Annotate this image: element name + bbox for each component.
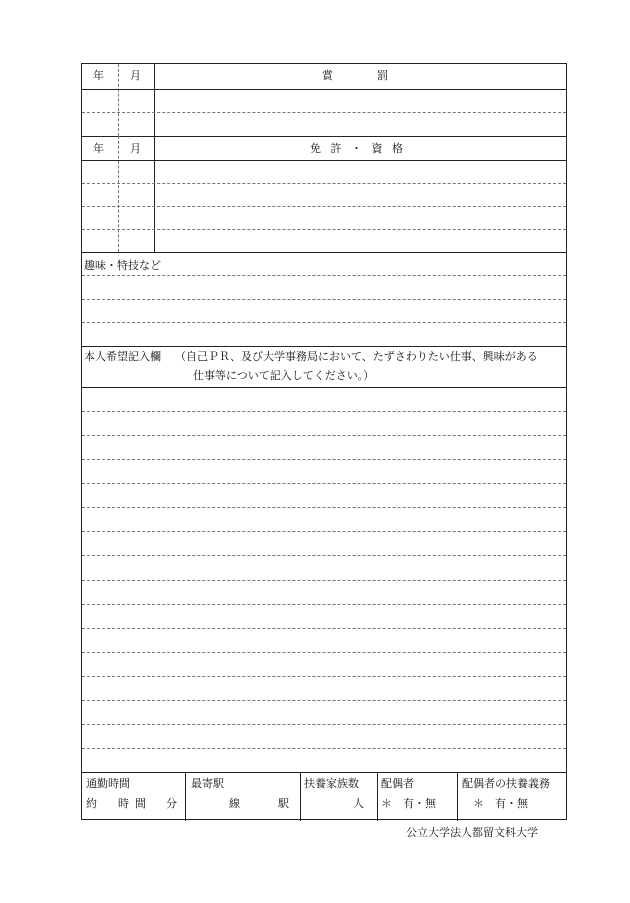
licenses-title: 免 許 ・ 資 格 [310, 142, 406, 155]
self-pr-note-line1: （自己ＰＲ、及び大学事務局において、たずさわりたい仕事、興味がある [175, 350, 538, 363]
self-pr-row-rule [82, 724, 566, 725]
station-line: 線 [229, 797, 240, 810]
station-suffix: 駅 [278, 797, 289, 810]
self-pr-row-rule [82, 628, 566, 629]
station-label: 最寄駅 [191, 777, 224, 790]
self-pr-header-rule [82, 387, 566, 388]
self-pr-row-rule [82, 555, 566, 556]
awards-month-header: 月 [130, 69, 141, 82]
self-pr-row-rule [82, 580, 566, 581]
licenses-month-divider [154, 136, 155, 252]
hobbies-row-rule [82, 322, 566, 323]
licenses-row-rule [82, 229, 566, 230]
hobbies-section-rule [82, 346, 566, 347]
self-pr-row-rule [82, 459, 566, 460]
self-pr-row-rule [82, 483, 566, 484]
commute-approx: 約 [86, 797, 97, 810]
self-pr-row-rule [82, 652, 566, 653]
self-pr-row-rule [82, 435, 566, 436]
dependents-unit: 人 [353, 797, 364, 810]
organization-name: 公立大学法人都留文科大学 [406, 826, 538, 839]
spouse-value: ＊ 有・無 [381, 797, 436, 810]
licenses-header-rule [82, 160, 566, 161]
awards-year-header: 年 [93, 69, 104, 82]
hobbies-row-rule [82, 299, 566, 300]
self-pr-row-rule [82, 507, 566, 508]
self-pr-row-rule [82, 604, 566, 605]
bottom-divider [457, 772, 458, 821]
spouse-support-label: 配偶者の扶養義務 [462, 777, 550, 790]
awards-year-divider [118, 64, 119, 136]
spouse-support-value: ＊ 有・無 [473, 797, 528, 810]
licenses-section-rule [82, 252, 566, 253]
hobbies-row-rule [82, 275, 566, 276]
commute-hours: 時間 [118, 797, 152, 810]
hobbies-label: 趣味・特技など [84, 259, 161, 272]
self-pr-section-rule [82, 772, 566, 773]
awards-row-rule [82, 112, 566, 113]
self-pr-label: 本人希望記入欄 [84, 350, 161, 363]
self-pr-row-rule [82, 411, 566, 412]
licenses-year-header: 年 [93, 142, 104, 155]
self-pr-note-line2: 仕事等について記入してください。） [193, 369, 375, 382]
spouse-label: 配偶者 [381, 777, 414, 790]
self-pr-row-rule [82, 676, 566, 677]
dependents-label: 扶養家族数 [304, 777, 359, 790]
commute-label: 通勤時間 [86, 777, 130, 790]
awards-title: 賞 罰 [322, 69, 388, 82]
bottom-divider [185, 772, 186, 821]
bottom-divider [377, 772, 378, 821]
awards-month-divider [154, 64, 155, 136]
self-pr-row-rule [82, 700, 566, 701]
licenses-year-divider [118, 136, 119, 252]
awards-header-rule [82, 89, 566, 90]
self-pr-row-rule [82, 748, 566, 749]
self-pr-row-rule [82, 531, 566, 532]
licenses-row-rule [82, 183, 566, 184]
licenses-month-header: 月 [130, 142, 141, 155]
bottom-divider [300, 772, 301, 821]
licenses-row-rule [82, 206, 566, 207]
commute-minutes: 分 [166, 797, 177, 810]
resume-form [81, 63, 567, 820]
